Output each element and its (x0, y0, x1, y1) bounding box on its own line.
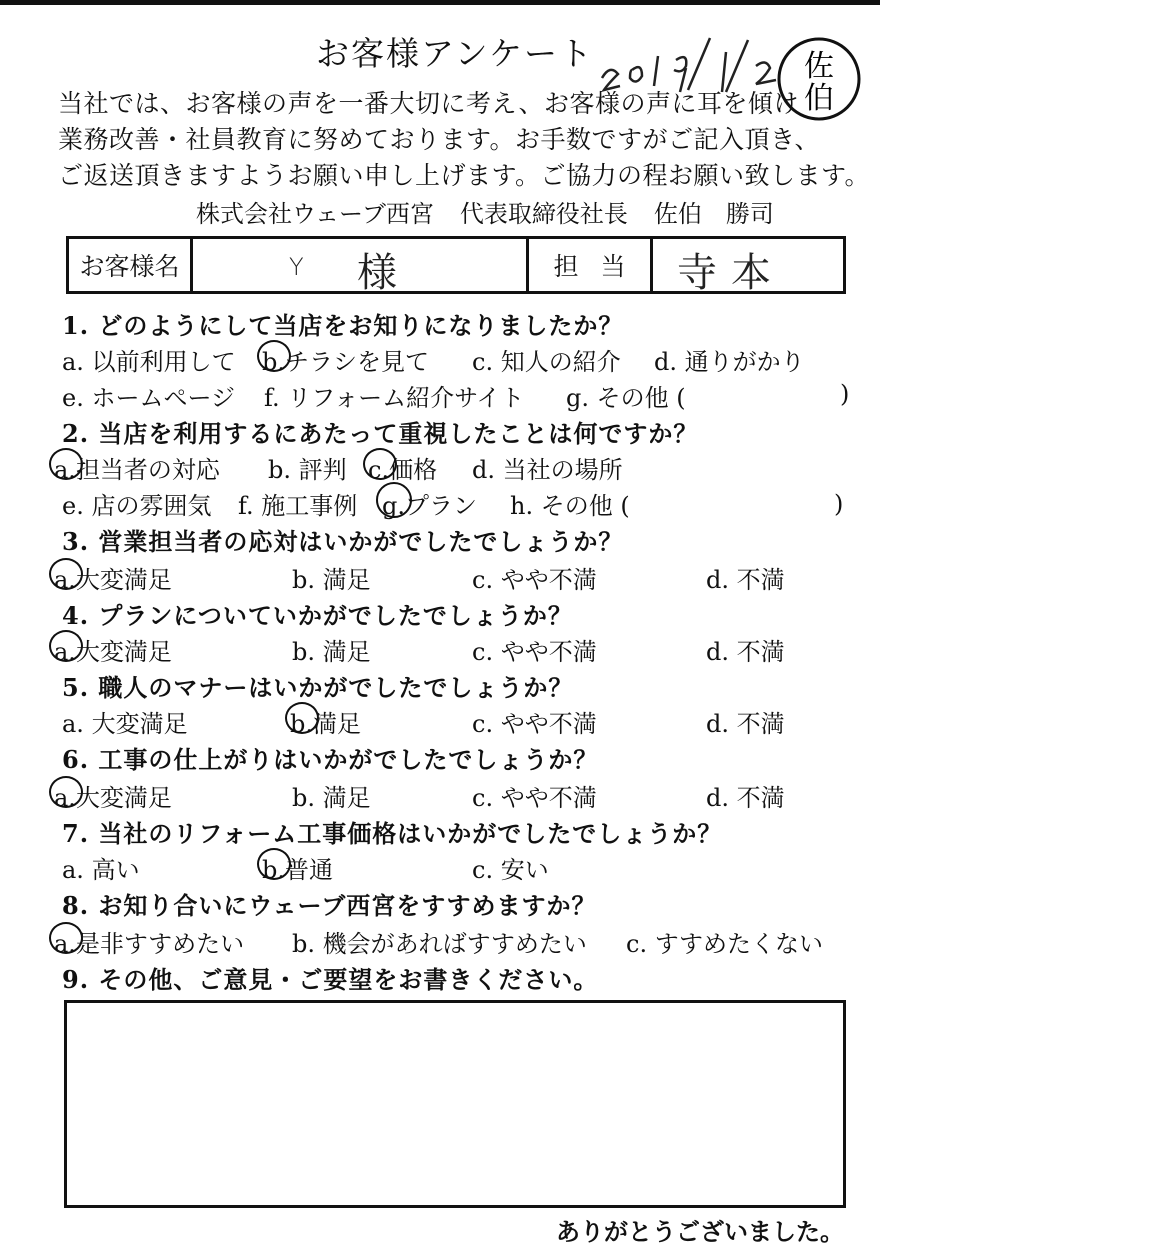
q1-option-e[interactable]: e. ホームページ (62, 384, 235, 412)
q7-option-c[interactable]: c. 安い (472, 856, 549, 884)
question-4: 4. プランについていかがでしたでしょうか？ (62, 601, 573, 630)
q6-option-b[interactable]: b. 満足 (292, 784, 371, 812)
q6-option-a[interactable]: a.大変満足 (54, 784, 172, 812)
q7-option-b[interactable]: b.普通 (262, 856, 333, 884)
q1-option-f[interactable]: f. リフォーム紹介サイト (264, 384, 525, 412)
q7-option-a[interactable]: a. 高い (62, 856, 140, 884)
question-1: 1. どのようにして当店をお知りになりましたか？ (62, 311, 624, 340)
q2-option-g[interactable]: g.プラン (382, 492, 477, 520)
q8-selected-circle (49, 922, 83, 954)
q8-option-c[interactable]: c. すすめたくない (626, 930, 823, 958)
q6-option-d[interactable]: d. 不満 (706, 784, 785, 812)
q2-option-c[interactable]: c.価格 (368, 456, 438, 484)
company-name: 株式会社ウェーブ西宮 (196, 200, 434, 228)
q4-option-d[interactable]: d. 不満 (706, 638, 785, 666)
q5-option-d[interactable]: d. 不満 (706, 710, 785, 738)
customer-info-table (66, 236, 846, 294)
q1-selected-circle (257, 340, 291, 372)
customer-name-field (193, 239, 529, 296)
q1-paren-close: ) (840, 380, 850, 408)
q2-option-h[interactable]: h. その他 ( (510, 492, 630, 520)
question-7: 7. 当社のリフォーム工事価格はいかがでしたでしょうか？ (62, 819, 723, 848)
question-2: 2. 当店を利用するにあたって重視したことは何ですか？ (62, 419, 699, 448)
page-title: お客様アンケート (316, 34, 595, 73)
staff-name-field (653, 239, 843, 296)
question-6: 6. 工事の仕上がりはいかがでしたでしょうか？ (62, 745, 599, 774)
q4-option-a[interactable]: a.大変満足 (54, 638, 172, 666)
q6-option-c[interactable]: c. やや不満 (472, 784, 597, 812)
question-5: 5. 職人のマナーはいかがでしたでしょうか？ (62, 673, 574, 702)
q5-option-b[interactable]: b.満足 (290, 710, 361, 738)
q5-option-c[interactable]: c. やや不満 (472, 710, 597, 738)
q2-paren-close: ) (834, 490, 844, 518)
intro-line-3: ご返送頂きますようお願い申し上げます。ご協力の程お願い致します。 (58, 161, 871, 190)
svg-text:佐: 佐 (804, 49, 834, 84)
customer-honorific: 様 (357, 250, 397, 296)
q3-selected-circle (49, 558, 83, 590)
q2-selected-circle-g (376, 482, 412, 518)
q5-option-a[interactable]: a. 大変満足 (62, 710, 188, 738)
q7-selected-circle (257, 848, 291, 880)
svg-text:伯: 伯 (804, 81, 834, 116)
q1-option-d[interactable]: d. 通りがかり (654, 348, 805, 376)
q4-option-c[interactable]: c. やや不満 (472, 638, 597, 666)
q1-option-a[interactable]: a. 以前利用して (62, 348, 236, 376)
comment-box[interactable] (64, 1000, 846, 1208)
customer-name-label: お客様名 (69, 239, 193, 291)
top-border-line (0, 0, 880, 5)
q5-selected-circle (285, 702, 319, 734)
q3-option-b[interactable]: b. 満足 (292, 566, 371, 594)
question-9: 9. その他、ご意見・ご要望をお書きください。 (62, 965, 599, 994)
intro-line-1: 当社では、お客様の声を一番大切に考え、お客様の声に耳を傾け (58, 89, 800, 118)
president-name: 佐伯 勝司 (653, 200, 774, 228)
q2-selected-circle-a (49, 448, 83, 480)
customer-initial: Y (289, 253, 304, 281)
company-signature (196, 194, 800, 229)
q2-selected-circle-c (363, 448, 397, 480)
q1-option-c[interactable]: c. 知人の紹介 (472, 348, 621, 376)
q2-option-d[interactable]: d. 当社の場所 (472, 456, 623, 484)
staff-label: 担当 (529, 239, 653, 291)
q8-option-a[interactable]: a.是非すすめたい (54, 930, 245, 958)
staff-name: 寺本 (677, 250, 785, 296)
intro-line-2: 業務改善・社員教育に努めております。お手数ですがご記入頂き、 (58, 125, 821, 154)
q1-option-g[interactable]: g. その他 ( (566, 384, 686, 412)
q3-option-d[interactable]: d. 不満 (706, 566, 785, 594)
president-title: 代表取締役社長 (459, 200, 628, 228)
q4-selected-circle (49, 630, 83, 662)
q6-selected-circle (49, 776, 83, 808)
thanks-message: ありがとうございました。 (556, 1217, 844, 1246)
q3-option-a[interactable]: a.大変満足 (54, 566, 172, 594)
q8-option-b[interactable]: b. 機会があればすすめたい (292, 930, 587, 958)
q2-option-b[interactable]: b. 評判 (268, 456, 347, 484)
q4-option-b[interactable]: b. 満足 (292, 638, 371, 666)
q1-option-b[interactable]: b.チラシを見て (262, 348, 429, 376)
question-8: 8. お知り合いにウェーブ西宮をすすめますか？ (62, 891, 597, 920)
q2-option-e[interactable]: e. 店の雰囲気 (62, 492, 212, 520)
question-3: 3. 営業担当者の応対はいかがでしたでしょうか？ (62, 527, 624, 556)
q2-option-f[interactable]: f. 施工事例 (238, 492, 358, 520)
q2-option-a[interactable]: a.担当者の対応 (54, 456, 220, 484)
q3-option-c[interactable]: c. やや不満 (472, 566, 597, 594)
